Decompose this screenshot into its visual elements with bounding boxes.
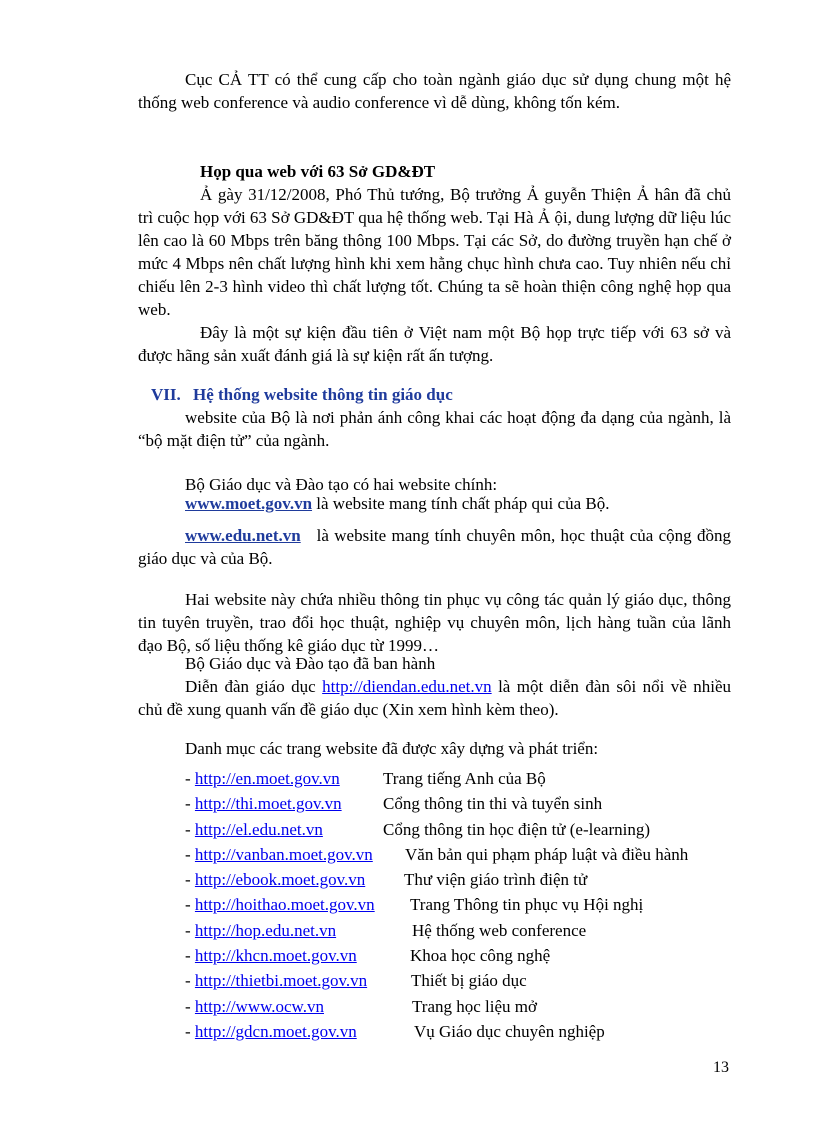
site-desc: Vụ Giáo dục chuyên nghiệp [414, 1021, 605, 1041]
site-desc: Khoa học công nghệ [410, 946, 551, 966]
list-item: - http://thietbi.moet.gov.vn Thiết bị giáo dục [185, 971, 527, 991]
site-link[interactable]: http://hoithao.moet.gov.vn [194, 895, 375, 915]
section-title: Hệ thống website thông tin giáo dục [193, 385, 453, 404]
info-paragraph: Hai website này chứa nhiều thông tin phục vụ công tác quản lý giáo dục, thông tin tuyên truyền, trao đổi học thuật, nghiệp vụ chuyên môn, lịch hàng tuần của lãnh đạo Bộ, số liệu thống kê giáo dục từ 1999… [138, 590, 731, 655]
list-item: - http://hop.edu.net.vn Hệ thống web conference [185, 920, 587, 940]
meeting-title: Họp qua web với 63 Sở GD&ĐT [200, 162, 436, 181]
edunet-link[interactable]: www.edu.net.vn [185, 526, 301, 545]
site-desc: Trang tiếng Anh của Bộ [383, 769, 546, 788]
intro-paragraph: Cục CẢ TT có thể cung cấp cho toàn ngành giáo dục sử dụng chung một hệ thống web conference và audio conference vì dễ dùng, không tốn kém. [138, 70, 731, 112]
list-item: - http://hoithao.moet.gov.vn Trang Thông tin phục vụ Hội nghị [185, 895, 644, 915]
site2-paragraph [138, 524, 731, 570]
section-heading [151, 383, 453, 406]
section-number: VII. [151, 385, 181, 404]
site-link[interactable]: http://gdcn.moet.gov.vn [194, 1021, 357, 1041]
site-desc: Cổng thông tin học điện tử (e-learning) [383, 819, 650, 839]
site-desc: Trang học liệu mở [412, 996, 537, 1016]
forum-prefix: Diễn đàn giáo dục [185, 677, 323, 696]
meeting-paragraph: Ả gày 31/12/2008, Phó Thủ tướng, Bộ trưởng Ả guyễn Thiện Ả hân đã chủ trì cuộc họp với 63 Sở GD&ĐT qua hệ thống web. Tại Hà Ả ội, dung lượng dữ liệu lúc lên cao là 60 Mbps trên băng thông 100 Mbps. Tại các Sở, do đường truyền hạn chế ở mức 4 Mbps nên chất lượng hình khi xem hằng chục hình chưa cao. Tuy nhiên nếu chỉ chiếu lên 2-3 hình video thì chất lượng tốt. Chúng ta sẽ hoàn thiện công nghệ họp qua web. [138, 185, 731, 319]
site-desc: Thiết bị giáo dục [411, 971, 527, 991]
list-item: - http://ebook.moet.gov.vn Thư viện giáo trình điện tử [185, 870, 588, 890]
list-item: - http://el.edu.net.vn Cổng thông tin học điện tử (e-learning) [185, 819, 650, 839]
site-link[interactable]: http://www.ocw.vn [194, 996, 324, 1016]
site1-line [185, 492, 609, 515]
page-number: 13 [713, 1059, 729, 1076]
list-item: - http://thi.moet.gov.vn Cổng thông tin thi và tuyển sinh [185, 794, 603, 814]
site-desc: Văn bản qui phạm pháp luật và điều hành [405, 844, 689, 864]
list-item: - http://en.moet.gov.vn Trang tiếng Anh của Bộ [185, 769, 546, 788]
main-sites-intro: Bộ Giáo dục và Đào tạo có hai website chính: [185, 475, 498, 494]
site-link[interactable]: http://thi.moet.gov.vn [194, 794, 342, 814]
list-item: - http://www.ocw.vn Trang học liệu mở [185, 996, 537, 1016]
site-link[interactable]: http://khcn.moet.gov.vn [194, 946, 357, 966]
site-link[interactable]: http://vanban.moet.gov.vn [194, 844, 373, 864]
list-item: - http://gdcn.moet.gov.vn Vụ Giáo dục chuyên nghiệp [185, 1021, 605, 1041]
site-desc: Hệ thống web conference [412, 920, 587, 940]
site1-description: là website mang tính chất pháp qui của Bộ. [312, 494, 610, 513]
list-item: - http://vanban.moet.gov.vn Văn bản qui phạm pháp luật và điều hành [185, 844, 689, 864]
forum-paragraph [138, 675, 731, 721]
site-link[interactable]: http://hop.edu.net.vn [194, 920, 337, 940]
site2-description: là website mang tính chuyên môn, học thuật của cộng đồng giáo dục và của Bộ. [138, 526, 731, 568]
issued-line: Bộ Giáo dục và Đào tạo đã ban hành [185, 654, 436, 673]
site-link[interactable]: http://thietbi.moet.gov.vn [194, 971, 368, 991]
list-intro: Danh mục các trang website đã được xây dựng và phát triển: [185, 739, 599, 758]
site-link[interactable]: http://en.moet.gov.vn [194, 769, 340, 788]
forum-suffix: là một diễn đàn sôi nổi về nhiều chủ đề xung quanh vấn đề giáo dục (Xin xem hình kèm theo). [138, 677, 732, 719]
site-link[interactable]: http://ebook.moet.gov.vn [194, 870, 366, 890]
forum-link[interactable]: http://diendan.edu.net.vn [322, 677, 492, 696]
site-desc: Cổng thông tin thi và tuyển sinh [383, 794, 603, 814]
website-list [185, 767, 689, 1045]
meeting-event-paragraph: Đây là một sự kiện đầu tiên ở Việt nam một Bộ họp trực tiếp với 63 sở và được hãng sản xuất đánh giá là sự kiện rất ấn tượng. [138, 323, 731, 365]
site-link[interactable]: http://el.edu.net.vn [194, 819, 323, 839]
site-desc: Trang Thông tin phục vụ Hội nghị [410, 895, 644, 915]
site-desc: Thư viện giáo trình điện tử [404, 870, 588, 890]
moet-link[interactable]: www.moet.gov.vn [185, 494, 313, 513]
list-item: - http://khcn.moet.gov.vn Khoa học công nghệ [185, 946, 551, 966]
website-intro-paragraph: website của Bộ là nơi phản ánh công khai các hoạt động đa dạng của ngành, là “bộ mặt điện tử” của ngành. [138, 408, 731, 450]
